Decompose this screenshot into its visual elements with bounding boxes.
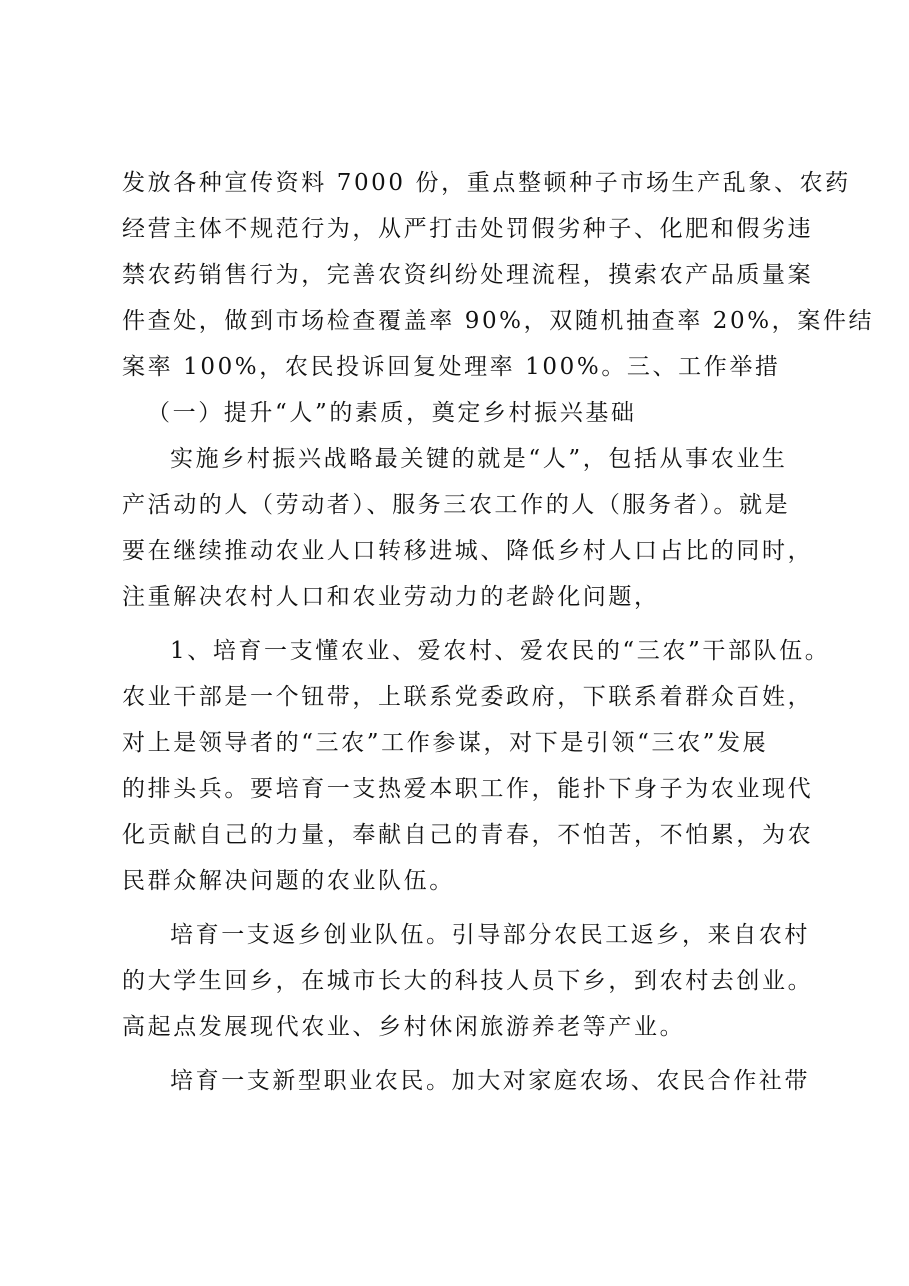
text-line-16: 民群众解决问题的农业队伍。 <box>122 868 455 894</box>
text-line-19: 高起点发展现代农业、乡村休闲旅游养老等产业。 <box>122 1014 686 1040</box>
text-line-18: 的大学生回乡，在城市长大的科技人员下乡，到农村去创业。 <box>122 968 814 994</box>
section-heading: （一）提升“人”的素质，奠定乡村振兴基础 <box>147 400 637 426</box>
text-line-5: 案率 100%，农民投诉回复处理率 100%。三、工作举措 <box>122 354 781 380</box>
text-line-20: 培育一支新型职业农民。加大对家庭农场、农民合作社带 <box>170 1068 810 1094</box>
text-line-4: 件查处，做到市场检查覆盖率 90%，双随机抽查率 20%，案件结 <box>122 308 875 334</box>
text-line-3: 禁农药销售行为，完善农资纠纷处理流程，摸索农产品质量案 <box>122 262 814 288</box>
text-line-15: 化贡献自己的力量，奉献自己的青春，不怕苦，不怕累，为农 <box>122 822 814 848</box>
text-line-17: 培育一支返乡创业队伍。引导部分农民工返乡，来自农村 <box>170 922 810 948</box>
text-line-13: 对上是领导者的“三农”工作参谋，对下是引领“三农”发展 <box>122 730 769 756</box>
text-line-1: 发放各种宣传资料 7000 份，重点整顿种子市场生产乱象、农药 <box>122 170 851 196</box>
text-line-7: 实施乡村振兴战略最关键的就是“人”，包括从事农业生 <box>170 446 788 472</box>
text-line-9: 要在继续推动农业人口转移进城、降低乡村人口占比的同时， <box>122 538 814 564</box>
text-line-14: 的排头兵。要培育一支热爱本职工作，能扑下身子为农业现代 <box>122 776 814 802</box>
text-line-2: 经营主体不规范行为，从严打击处罚假劣种子、化肥和假劣违 <box>122 216 814 242</box>
text-line-11: 1、培育一支懂农业、爱农村、爱农民的“三农”干部队伍。 <box>170 638 831 664</box>
text-line-8: 产活动的人（劳动者）、服务三农工作的人（服务者）。就是 <box>122 492 791 518</box>
text-line-10: 注重解决农村人口和农业劳动力的老龄化问题， <box>122 584 660 610</box>
text-line-12: 农业干部是一个钮带，上联系党委政府，下联系着群众百姓， <box>122 684 814 710</box>
